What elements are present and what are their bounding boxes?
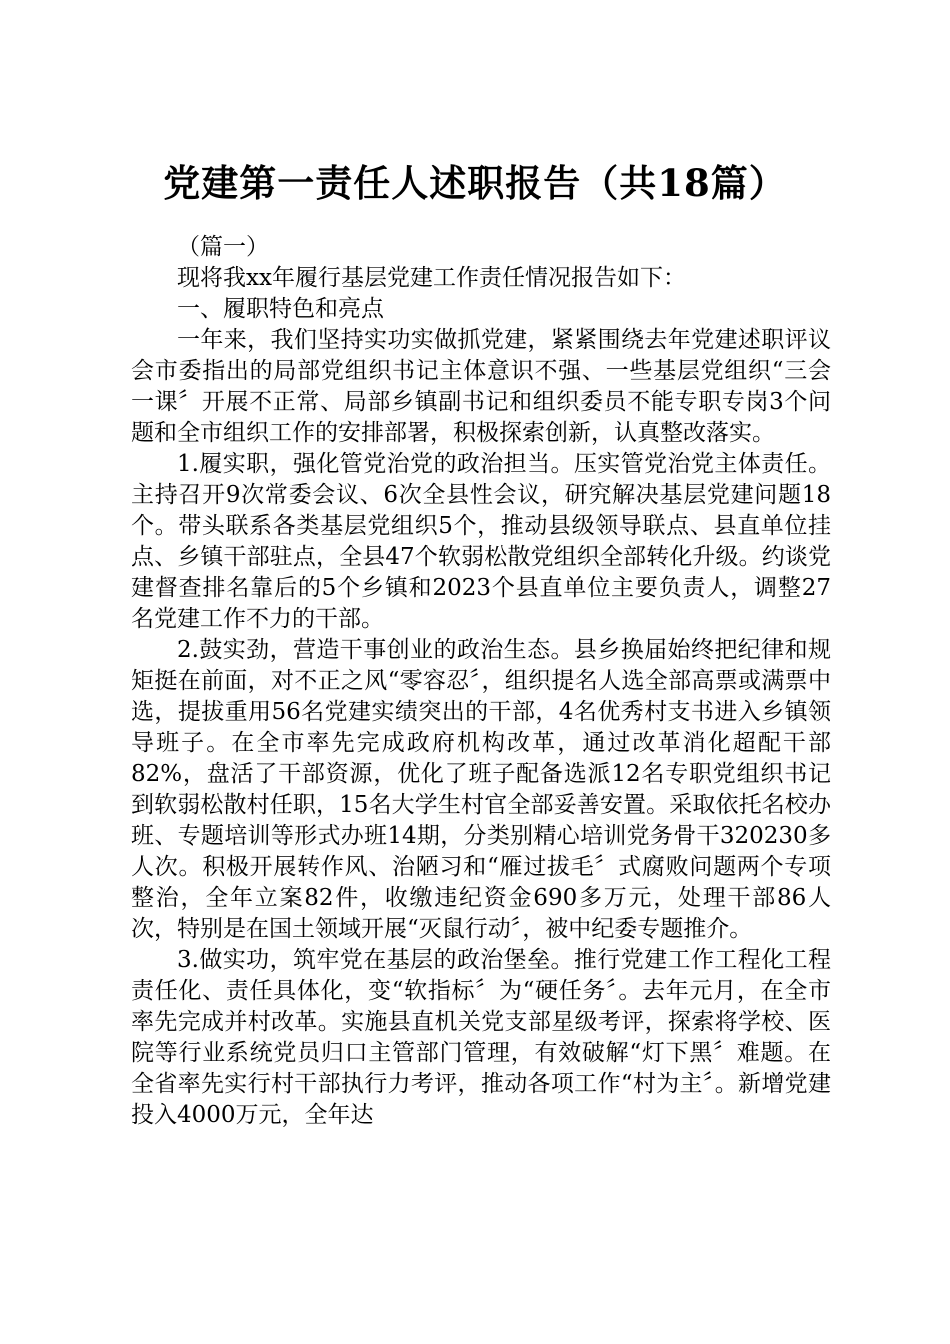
section-label: （篇一） xyxy=(177,234,269,260)
body-paragraph: 1.履实职，强化管党治党的政治担当。压实管党治党主体责任。主持召开9次常委会议、6次全县性会议，研究解决基层党建问题18个。带头联系各类基层党组织5个，推动县级领导联点、县直单位挂点、乡镇干部驻点，全县47个软弱松散党组织全部转化升级。约谈党建督查排名靠后的5个乡镇和2023个县直单位主要负责人，调整27名党建工作不力的干部。 xyxy=(131,451,831,632)
body-paragraph: 2.鼓实劲，营造干事创业的政治生态。县乡换届始终把纪律和规矩挺在前面，对不正之风“零容忍〞，组织提名人选全部高票或满票中选，提拔重用56名党建实绩突出的干部，4名优秀村支书进入乡镇领导班子。在全市率先完成政府机构改革，通过改革消化超配干部82%，盘活了干部资源，优化了班子配备选派12名专职党组织书记到软弱松散村任职，15名大学生村官全部妥善安置。采取依托名校办班、专题培训等形式办班14期，分类别精心培训党务骨干320230多人次。积极开展转作风、治陋习和“雁过拔毛〞式腐败问题两个专项整治，全年立案82件，收缴违纪资金690多万元，处理干部86人次，特别是在国土领域开展“灭鼠行动〞，被中纪委专题推介。 xyxy=(131,637,831,942)
section-heading: 一、履职特色和亮点 xyxy=(177,296,384,322)
body-paragraph: 3.做实功，筑牢党在基层的政治堡垒。推行党建工作工程化工程责任化、责任具体化，变“软指标〞为“硬任务〞。去年元月，在全市率先完成并村改革。实施县直机关党支部星级考评，探索将学校、医院等行业系统党员归口主管部门管理，有效破解“灯下黑〞难题。在全省率先实行村干部执行力考评，推动各项工作“村为主〞。新增党建投入4000万元，全年达 xyxy=(131,947,831,1128)
document-body xyxy=(131,232,831,1131)
document-title: 党建第一责任人述职报告（共18篇） xyxy=(163,161,787,205)
body-paragraph: 一年来，我们坚持实功实做抓党建，紧紧围绕去年党建述职评议会市委指出的局部党组织书记主体意识不强、一些基层党组织“三会一课〞开展不正常、局部乡镇副书记和组织委员不能专职专岗3个问题和全市组织工作的安排部署，积极探索创新，认真整改落实。 xyxy=(131,327,831,446)
intro-paragraph: 现将我xx年履行基层党建工作责任情况报告如下： xyxy=(177,265,686,291)
